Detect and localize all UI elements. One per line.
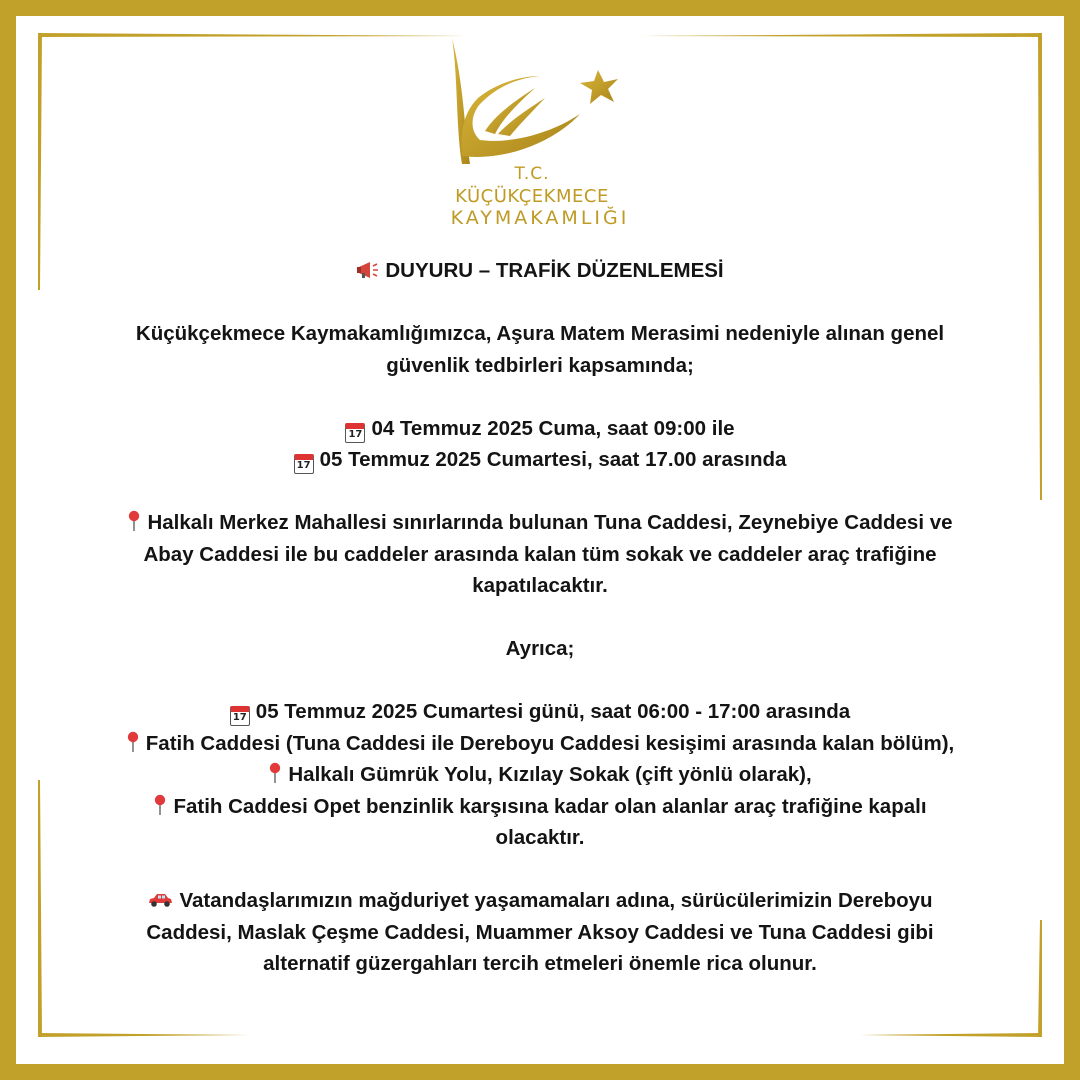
road-line-3 [40, 791, 1040, 823]
pin-icon [127, 510, 141, 532]
announcement-body [40, 255, 1040, 980]
date-line-1 [40, 413, 1040, 445]
calendar-icon: 17 [230, 706, 250, 726]
announcement-title [40, 255, 1040, 287]
title-text: DUYURU – TRAFİK DÜZENLEMESİ [385, 259, 724, 282]
pin-icon [153, 794, 167, 816]
closure-line-2: Abay Caddesi ile bu caddeler arasında kalan tüm sokak ve caddeler araç trafiğine [143, 542, 937, 566]
road-3-text: Fatih Caddesi Opet benzinlik karşısına kadar olan alanlar araç trafiğine kapalı [173, 794, 927, 818]
megaphone-icon [356, 260, 380, 280]
intro-line-1: Küçükçekmece Kaymakamlığımızca, Aşura Matem Merasimi nedeniyle alınan genel [135, 322, 945, 345]
road-line-1 [40, 728, 1040, 760]
intro-line-2: güvenlik tedbirleri kapsamında; [386, 353, 694, 377]
logo-district-text: KÜÇÜKÇEKMECE [455, 186, 609, 207]
advice-line-3: alternatif güzergahları tercih etmeleri önemle rica olunur. [263, 952, 817, 975]
road-line-3b: olacaktır. [495, 826, 585, 849]
road-line-2 [40, 759, 1040, 791]
also-line: Ayrıca; [505, 637, 575, 660]
car-icon [147, 891, 173, 909]
logo-tc-text: T.C. [514, 164, 550, 184]
date-line-2 [40, 444, 1040, 476]
closure-line-1 [40, 507, 1040, 539]
closure-line-3: kapatılacaktır. [472, 574, 608, 597]
road-1-text: Fatih Caddesi (Tuna Caddesi ile Dereboyu Caddesi kesişimi arasında kalan bölüm), [145, 731, 955, 755]
advice-line-1 [40, 885, 1040, 917]
date-line-3 [40, 696, 1040, 728]
closure-text-1: Halkalı Merkez Mahallesi sınırlarında bulunan Tuna Caddesi, Zeynebiye Caddesi ve [147, 511, 953, 534]
advice-text-1: Vatandaşlarımızın mağduriyet yaşamamaları adına, sürücülerimizin Dereboyu [179, 889, 933, 912]
calendar-icon: 17 [294, 454, 314, 474]
calendar-icon: 17 [345, 423, 365, 443]
date-2-text: 05 Temmuz 2025 Cumartesi, saat 17.00 arasında [319, 448, 787, 471]
road-2-text: Halkalı Gümrük Yolu, Kızılay Sokak (çift yönlü olarak), [288, 763, 812, 786]
crescent-star-icon [440, 36, 640, 166]
date-1-text: 04 Temmuz 2025 Cuma, saat 09:00 ile [371, 416, 735, 440]
pin-icon [268, 762, 282, 784]
date-3-text: 05 Temmuz 2025 Cumartesi günü, saat 06:00 - 17:00 arasında [255, 700, 851, 723]
advice-line-2: Caddesi, Maslak Çeşme Caddesi, Muammer Aksoy Caddesi ve Tuna Caddesi gibi [146, 920, 934, 944]
pin-icon [126, 731, 140, 753]
kaymakamlik-logo [440, 36, 640, 231]
logo-office-text: KAYMAKAMLIĞI [450, 207, 630, 229]
